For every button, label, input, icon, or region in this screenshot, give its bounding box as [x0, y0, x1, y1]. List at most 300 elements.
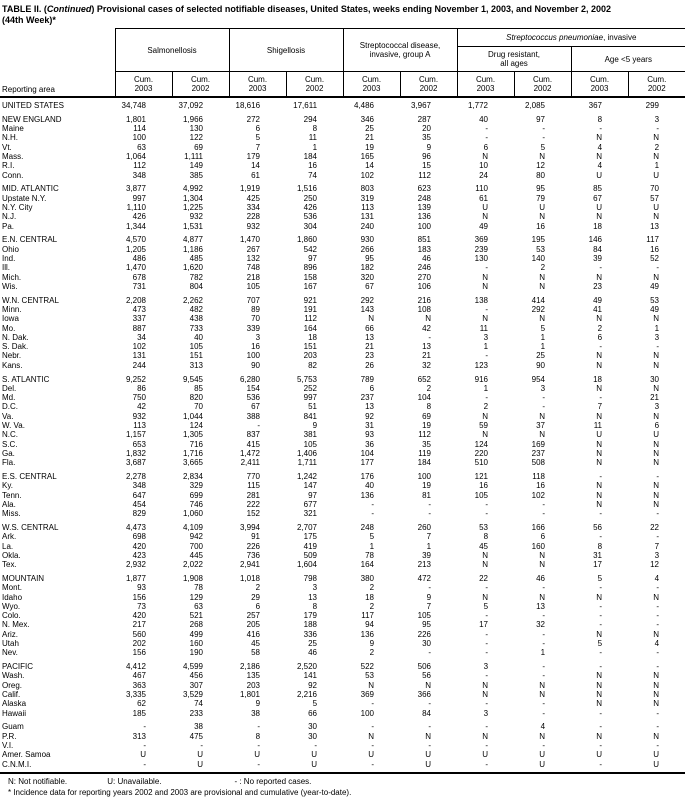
value-cell: 1,470	[125, 263, 146, 273]
value-cell: U	[596, 170, 603, 180]
reporting-area-cell: Maine	[2, 124, 24, 134]
table-row	[0, 509, 685, 518]
value-cell: 100	[417, 221, 432, 231]
value-cell: 536	[246, 393, 261, 403]
value-cell: 11	[308, 133, 318, 143]
value-cell: 61	[251, 170, 261, 180]
table-row	[0, 639, 685, 648]
value-cell: 183	[417, 244, 432, 254]
value-cell: 29	[251, 592, 261, 602]
value-cell: 34	[137, 332, 146, 342]
value-cell: -	[485, 699, 489, 709]
value-cell: 100	[360, 708, 375, 718]
value-cell: 1	[426, 541, 432, 551]
value-cell: 30	[308, 731, 318, 741]
value-cell: 246	[417, 263, 432, 273]
value-cell: -	[485, 133, 489, 143]
value-cell: -	[599, 342, 603, 352]
value-cell: 3,994	[239, 522, 261, 532]
value-cell: U	[596, 430, 603, 440]
value-cell: -	[599, 393, 603, 403]
value-cell: 798	[303, 573, 318, 583]
value-cell: 5	[255, 133, 261, 143]
value-cell: 160	[189, 639, 204, 649]
value-cell: 25	[365, 124, 375, 134]
value-cell: -	[656, 532, 660, 542]
value-cell: 86	[137, 383, 146, 393]
value-cell: 653	[132, 439, 146, 449]
value-cell: 59	[479, 421, 489, 430]
value-cell: N	[368, 680, 375, 690]
table-row	[0, 458, 685, 467]
value-cell: -	[599, 583, 603, 593]
value-cell: -	[599, 611, 603, 621]
value-cell: 92	[365, 411, 375, 421]
value-cell: 93	[137, 583, 146, 593]
value-cell: 244	[132, 360, 146, 370]
value-cell: -	[428, 699, 432, 709]
value-cell: 542	[303, 244, 318, 254]
value-cell: 6	[369, 383, 375, 393]
value-cell: U	[197, 750, 204, 760]
value-cell: N	[539, 560, 546, 570]
value-cell: 647	[132, 490, 146, 500]
table-row	[0, 518, 685, 532]
value-cell: 2,085	[524, 101, 546, 110]
table-row	[0, 449, 685, 458]
value-cell: 222	[246, 499, 261, 509]
value-cell: N	[653, 592, 660, 602]
value-cell: U	[596, 202, 603, 212]
value-cell: 100	[417, 471, 432, 481]
value-cell: -	[542, 499, 546, 509]
value-cell: 1,406	[296, 448, 318, 458]
value-cell: 1,472	[239, 448, 261, 458]
value-cell: 380	[360, 573, 375, 583]
value-cell: -	[485, 583, 489, 593]
value-cell: 9	[426, 592, 432, 602]
value-cell: 146	[588, 235, 603, 245]
table-row	[0, 560, 685, 569]
value-cell: U	[425, 750, 432, 760]
value-cell: 1	[654, 323, 660, 333]
value-cell: 1,860	[296, 235, 318, 245]
value-cell: 90	[536, 360, 546, 370]
value-cell: N	[482, 560, 489, 570]
value-cell: 287	[417, 114, 432, 124]
value-cell: N	[482, 680, 489, 690]
value-cell: 454	[132, 499, 146, 509]
table-row	[0, 231, 685, 245]
value-cell: 90	[251, 360, 261, 370]
value-cell: 1,242	[296, 471, 318, 481]
value-cell: N	[539, 430, 546, 440]
table-row	[0, 273, 685, 282]
reporting-area-cell: Okla.	[2, 550, 21, 560]
group-header-strep-group-a: Streptococcal disease, invasive, group A	[343, 29, 457, 72]
value-cell: 438	[189, 314, 204, 324]
value-cell: 4	[654, 573, 660, 583]
value-cell: 2	[426, 383, 432, 393]
value-cell: 23	[593, 281, 603, 291]
value-cell: 5	[483, 601, 489, 611]
value-cell: 4,599	[182, 662, 204, 672]
value-cell: 93	[365, 430, 375, 440]
value-cell: 10	[479, 161, 489, 171]
value-cell: -	[599, 741, 603, 750]
reporting-area-cell: MOUNTAIN	[2, 573, 45, 583]
value-cell: 216	[417, 295, 432, 305]
table-title-prefix: TABLE II. (	[2, 4, 47, 14]
value-cell: 53	[479, 522, 489, 532]
value-cell: -	[542, 639, 546, 649]
table-title-continued: Continued	[46, 4, 92, 14]
table-row	[0, 569, 685, 583]
value-cell: 175	[303, 532, 318, 542]
value-cell: 916	[474, 374, 489, 384]
value-cell: 78	[194, 583, 204, 593]
value-cell: 40	[365, 481, 375, 491]
value-cell: 5	[369, 532, 375, 542]
table-row	[0, 699, 685, 708]
reporting-area-cell: Alaska	[2, 699, 27, 709]
value-cell: 182	[360, 263, 375, 273]
value-cell: 32	[422, 360, 432, 370]
value-cell: 1,225	[182, 202, 204, 212]
value-cell: 731	[132, 281, 146, 291]
value-cell: 13	[650, 221, 660, 231]
value-cell: N	[539, 411, 546, 421]
value-cell: 281	[246, 490, 261, 500]
value-cell: 1,531	[182, 221, 204, 231]
value-cell: 96	[422, 151, 432, 161]
reporting-area-cell: Ohio	[2, 244, 19, 254]
value-cell: 18,616	[235, 101, 261, 110]
table-row	[0, 412, 685, 421]
value-cell: N	[653, 360, 660, 370]
value-cell: 1	[540, 332, 546, 342]
table-row	[0, 171, 685, 180]
value-cell: -	[542, 583, 546, 593]
reporting-area-cell: E.N. CENTRAL	[2, 235, 58, 245]
incidence-footnote: * Incidence data for reporting years 2002 and 2003 are provisional and cumulative (year-to-date).	[8, 788, 352, 798]
value-cell: 151	[189, 351, 204, 361]
value-cell: 102	[531, 490, 546, 500]
value-cell: 2,186	[239, 662, 261, 672]
value-cell: 6,280	[239, 374, 261, 384]
reporting-area-cell: Oreg.	[2, 680, 23, 690]
value-cell: 6	[255, 601, 261, 611]
column-header-reporting-area: Reporting area	[0, 29, 115, 98]
value-cell: 252	[303, 383, 318, 393]
value-cell: 348	[132, 170, 146, 180]
value-cell: 716	[189, 439, 204, 449]
value-cell: N	[482, 281, 489, 291]
reporting-area-cell: C.N.M.I.	[2, 759, 32, 769]
value-cell: N	[539, 281, 546, 291]
value-cell: 46	[536, 573, 546, 583]
value-cell: 56	[593, 522, 603, 532]
value-cell: 623	[417, 184, 432, 194]
value-cell: 4	[654, 639, 660, 649]
value-cell: 334	[246, 202, 261, 212]
value-cell: N	[596, 499, 603, 509]
table-row	[0, 97, 685, 110]
value-cell: 23	[365, 351, 375, 361]
value-cell: 40	[479, 114, 489, 124]
value-cell: U	[653, 430, 660, 440]
value-cell: -	[656, 611, 660, 621]
value-cell: 167	[303, 281, 318, 291]
value-cell: 5	[597, 573, 603, 583]
value-cell: 3	[654, 332, 660, 342]
value-cell: 707	[246, 295, 261, 305]
reporting-area-cell: N. Mex.	[2, 620, 30, 630]
column-header-cum-2002-5: Cum. 2002	[400, 72, 457, 98]
table-row	[0, 324, 685, 333]
value-cell: 19	[422, 481, 432, 491]
value-cell: -	[428, 648, 432, 658]
value-cell: -	[485, 722, 489, 732]
value-cell: 102	[360, 170, 375, 180]
value-cell: 3	[312, 583, 318, 593]
value-cell: 13	[422, 342, 432, 352]
value-cell: 921	[303, 295, 318, 305]
value-cell: 4,486	[353, 101, 375, 110]
value-cell: 131	[132, 351, 146, 361]
value-cell: 304	[303, 221, 318, 231]
value-cell: 1	[312, 142, 318, 152]
value-cell: 154	[246, 383, 261, 393]
value-cell: N	[653, 490, 660, 500]
reporting-area-cell: R.I.	[2, 161, 15, 171]
value-cell: 2,520	[296, 662, 318, 672]
value-cell: 34,748	[121, 101, 146, 110]
value-cell: 105	[474, 490, 489, 500]
value-cell: 22	[479, 573, 489, 583]
value-cell: N	[653, 671, 660, 681]
value-cell: 2	[255, 583, 261, 593]
reporting-area-cell: MID. ATLANTIC	[2, 184, 59, 194]
value-cell: 9	[312, 421, 318, 430]
value-cell: 51	[308, 402, 318, 412]
value-cell: 2	[597, 323, 603, 333]
value-cell: 3	[255, 332, 261, 342]
value-cell: 803	[360, 184, 375, 194]
value-cell: 110	[475, 184, 489, 194]
value-cell: -	[542, 611, 546, 621]
value-cell: N	[482, 731, 489, 741]
value-cell: N	[539, 314, 546, 324]
value-cell: N	[596, 133, 603, 143]
value-cell: 1,801	[125, 114, 146, 124]
value-cell: 124	[189, 421, 204, 430]
value-cell: -	[371, 699, 375, 709]
value-cell: -	[656, 583, 660, 593]
value-cell: -	[599, 532, 603, 542]
reporting-area-cell: Calif.	[2, 690, 21, 700]
table-row	[0, 124, 685, 133]
table-row	[0, 194, 685, 203]
value-cell: N	[482, 314, 489, 324]
value-cell: U	[539, 750, 546, 760]
value-cell: U	[653, 202, 660, 212]
value-cell: 226	[246, 541, 261, 551]
value-cell: 156	[132, 592, 146, 602]
value-cell: 24	[479, 170, 489, 180]
value-cell: 124	[474, 439, 489, 449]
table-row	[0, 370, 685, 384]
value-cell: 6	[483, 142, 489, 152]
reporting-area-cell: Wis.	[2, 281, 18, 291]
value-cell: 473	[132, 304, 146, 314]
reporting-area-cell: N.H.	[2, 133, 18, 143]
value-cell: 40	[194, 332, 204, 342]
value-cell: 66	[365, 323, 375, 333]
value-cell: 499	[189, 629, 204, 639]
value-cell: 17	[479, 620, 489, 630]
value-cell: 339	[246, 323, 261, 333]
value-cell: 268	[189, 620, 204, 630]
table-row	[0, 718, 685, 732]
value-cell: 677	[303, 499, 318, 509]
value-cell: 369	[474, 235, 489, 245]
value-cell: 123	[474, 360, 489, 370]
value-cell: 38	[251, 708, 261, 718]
value-cell: 18	[593, 221, 603, 231]
value-cell: 3,877	[125, 184, 146, 194]
value-cell: 307	[189, 680, 204, 690]
value-cell: 118	[532, 471, 546, 481]
value-cell: 467	[132, 671, 146, 681]
value-cell: 92	[308, 680, 318, 690]
reporting-area-cell: D.C.	[2, 402, 18, 412]
value-cell: 84	[593, 244, 603, 254]
value-cell: 69	[194, 142, 204, 152]
value-cell: 472	[417, 573, 432, 583]
column-header-cum-2002-3: Cum. 2002	[286, 72, 343, 98]
value-cell: 45	[479, 541, 489, 551]
value-cell: 321	[303, 509, 318, 519]
value-cell: 1	[483, 383, 489, 393]
value-cell: 7	[255, 142, 261, 152]
value-cell: -	[656, 263, 660, 273]
value-cell: N	[425, 314, 432, 324]
reporting-area-cell: N.J.	[2, 212, 17, 222]
value-cell: 506	[417, 662, 432, 672]
value-cell: 733	[189, 323, 204, 333]
reporting-area-cell: Ind.	[2, 253, 16, 263]
value-cell: 129	[189, 592, 204, 602]
reporting-area-cell: Tex.	[2, 560, 17, 570]
table-row	[0, 481, 685, 490]
value-cell: 237	[360, 393, 375, 403]
table-row	[0, 291, 685, 305]
reporting-area-cell: Wyo.	[2, 601, 21, 611]
value-cell: 70	[251, 314, 261, 324]
reporting-area-cell: PACIFIC	[2, 662, 33, 672]
value-cell: 6	[255, 124, 261, 134]
value-cell: -	[485, 263, 489, 273]
value-cell: -	[428, 509, 432, 519]
value-cell: N	[653, 731, 660, 741]
value-cell: -	[656, 124, 660, 134]
value-cell: 1,110	[126, 202, 146, 212]
value-cell: N	[539, 272, 546, 282]
value-cell: 220	[474, 448, 489, 458]
value-cell: 143	[360, 304, 375, 314]
value-cell: N	[596, 731, 603, 741]
value-cell: N	[596, 314, 603, 324]
value-cell: 49	[593, 295, 603, 305]
value-cell: 1,516	[296, 184, 318, 194]
table-title	[0, 0, 685, 27]
value-cell: 3	[654, 114, 660, 124]
value-cell: 337	[132, 314, 146, 324]
table-row	[0, 342, 685, 351]
value-cell: 42	[422, 323, 432, 333]
value-cell: N	[653, 680, 660, 690]
value-cell: 112	[133, 161, 146, 171]
table-row	[0, 602, 685, 611]
value-cell: 30	[422, 639, 432, 649]
value-cell: 485	[189, 253, 204, 263]
value-cell: -	[542, 671, 546, 681]
value-cell: -	[485, 759, 489, 769]
value-cell: -	[599, 601, 603, 611]
value-cell: 363	[132, 680, 146, 690]
reporting-area-cell: W. Va.	[2, 421, 25, 430]
value-cell: 1,711	[297, 458, 318, 468]
value-cell: 49	[479, 221, 489, 231]
value-cell: 2,707	[296, 522, 318, 532]
value-cell: 218	[246, 272, 261, 282]
value-cell: 3	[654, 550, 660, 560]
value-cell: -	[656, 648, 660, 658]
value-cell: 112	[418, 430, 432, 440]
value-cell: 94	[365, 620, 375, 630]
value-cell: 445	[189, 550, 204, 560]
value-cell: -	[257, 759, 261, 769]
value-cell: 21	[422, 351, 432, 361]
value-cell: 16	[650, 244, 660, 254]
value-cell: 6	[597, 332, 603, 342]
value-cell: 95	[536, 184, 546, 194]
table-row	[0, 430, 685, 439]
value-cell: -	[599, 471, 603, 481]
value-cell: 782	[189, 272, 204, 282]
value-cell: 272	[246, 114, 261, 124]
value-cell: 482	[189, 304, 204, 314]
value-cell: 237	[531, 448, 546, 458]
reporting-area-cell: E.S. CENTRAL	[2, 471, 57, 481]
value-cell: 336	[303, 629, 318, 639]
value-cell: N	[596, 212, 603, 222]
value-cell: N	[539, 212, 546, 222]
value-cell: N	[653, 499, 660, 509]
value-cell: 117	[361, 611, 375, 621]
reporting-area-cell: Mass.	[2, 151, 24, 161]
value-cell: 369	[360, 690, 375, 700]
value-cell: 4	[540, 722, 546, 732]
value-cell: 414	[531, 295, 546, 305]
column-header-cum-2003-4: Cum. 2003	[343, 72, 400, 98]
reporting-area-cell: Ill.	[2, 263, 10, 273]
value-cell: U	[254, 750, 261, 760]
value-cell: 475	[189, 731, 204, 741]
value-cell: 1,111	[184, 151, 204, 161]
value-cell: 67	[365, 281, 375, 291]
